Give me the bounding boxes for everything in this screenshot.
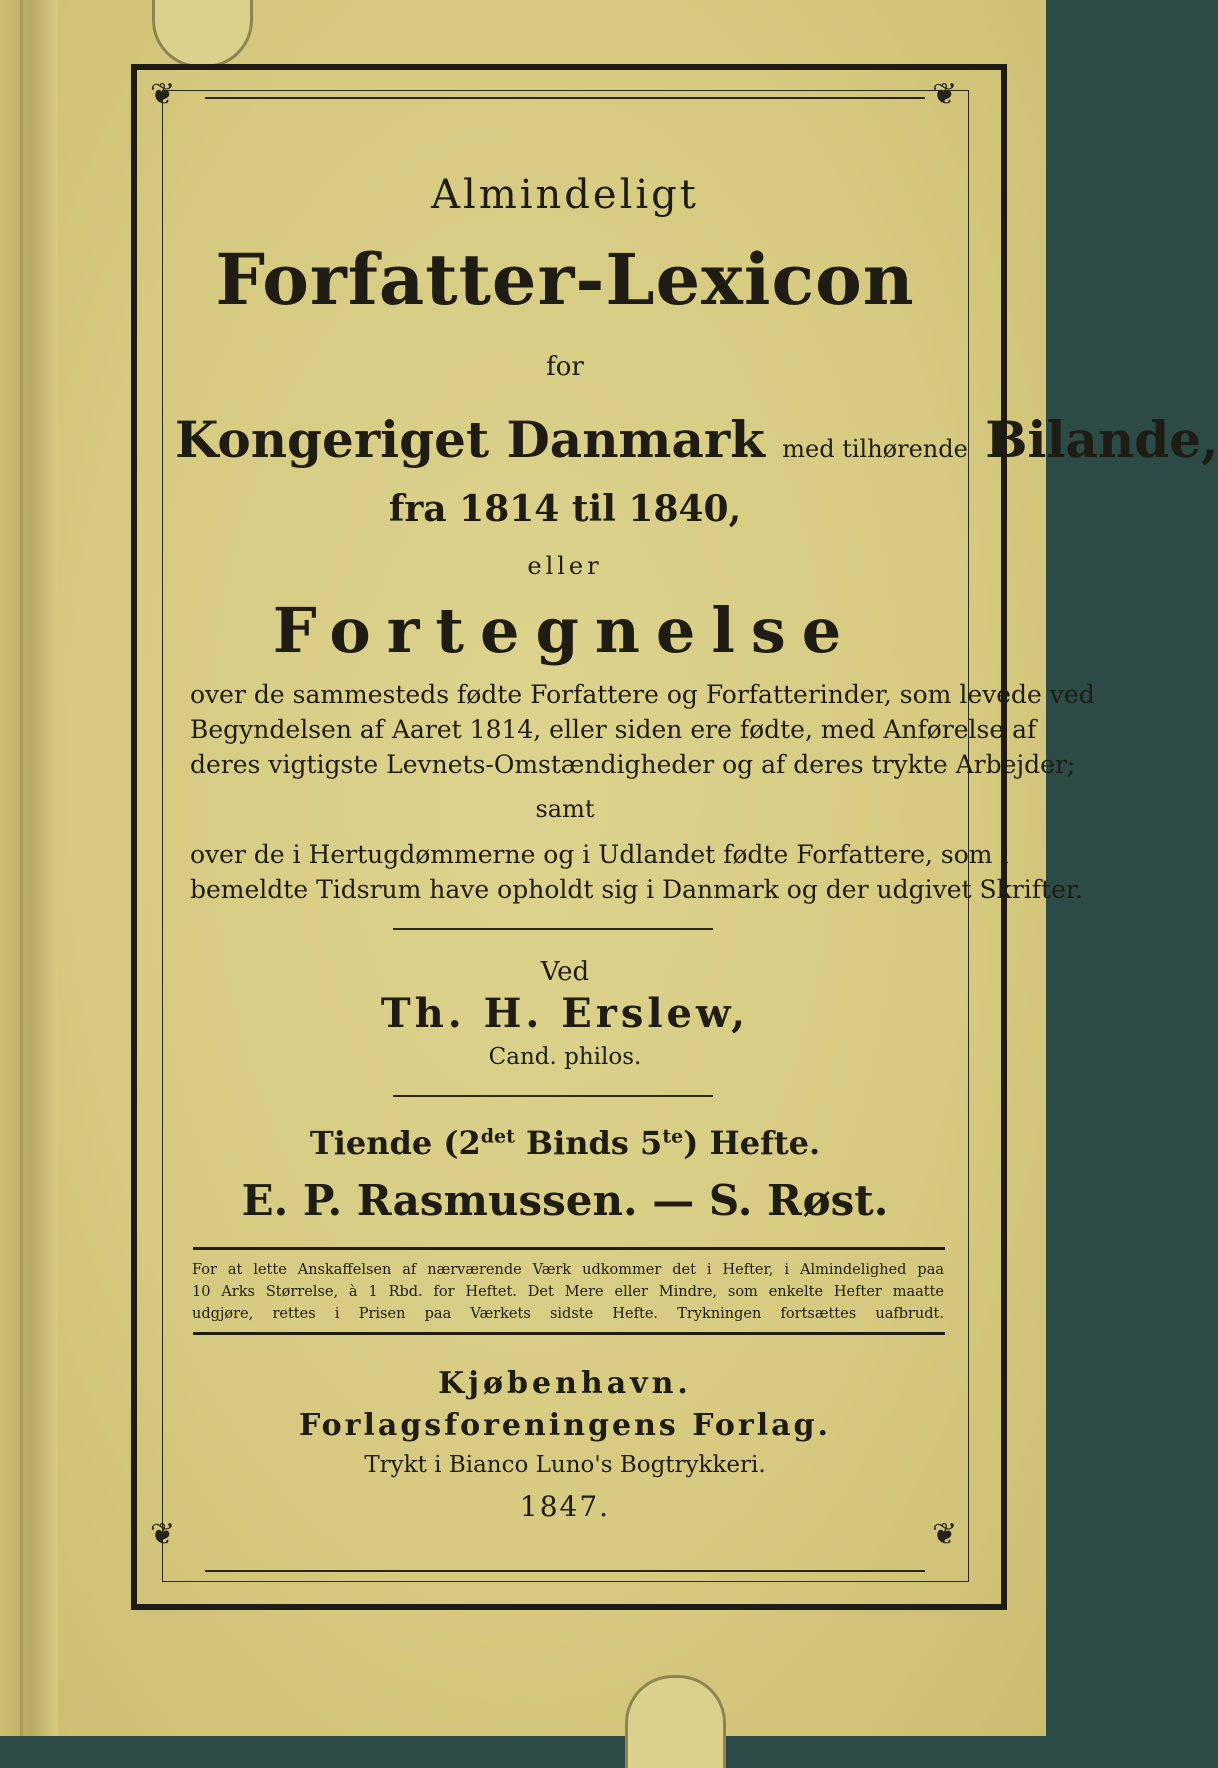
author-ved: Ved — [540, 957, 590, 987]
description-line: Begyndelsen af Aaret 1814, eller siden ere fødte, med Anførelse af — [190, 715, 1037, 744]
imprint-city: Kjøbenhavn. — [438, 1366, 692, 1401]
title-for: for — [546, 352, 584, 382]
notice-line: udgjøre, rettes i Prisen paa Værkets sidste Hefte. Trykningen fortsættes uafbrudt. — [192, 1306, 944, 1322]
top-rule — [205, 97, 925, 99]
divider — [393, 928, 713, 930]
issue-label — [175, 1124, 955, 1162]
issue-sup: te — [662, 1125, 684, 1148]
country-main: Kongeriget Danmark — [175, 410, 765, 469]
title-fortegnelse: Fortegnelse — [272, 594, 858, 667]
title-line-1: Almindeligt — [431, 172, 699, 218]
title-dates: fra 1814 til 1840, — [388, 488, 742, 530]
author-name: Th. H. Erslew, — [380, 990, 750, 1037]
imprint-year: 1847. — [519, 1490, 611, 1523]
page-tab-bottom — [625, 1675, 726, 1768]
description-samt: samt — [535, 795, 595, 823]
corner-ornament-icon: ❦ — [150, 1517, 176, 1552]
notice-line: 10 Arks Størrelse, à 1 Rbd. for Heftet. Det Mere eller Mindre, som enkelte Hefter maatte — [192, 1284, 944, 1300]
corner-ornament-icon: ❦ — [932, 77, 958, 112]
title-country — [175, 410, 1218, 469]
corner-ornament-icon: ❦ — [932, 1517, 958, 1552]
divider — [393, 1095, 713, 1097]
country-small: med tilhørende — [782, 435, 968, 463]
title-main: Forfatter-Lexicon — [215, 238, 915, 321]
notice-rule-top — [193, 1247, 945, 1250]
notice-rule-bottom — [193, 1332, 945, 1335]
description-line: bemeldte Tidsrum have opholdt sig i Danmark og der udgivet Skrifter. — [190, 875, 1083, 904]
imprint-publisher: Forlagsforeningens Forlag. — [299, 1408, 831, 1443]
issue-text: ) Hefte. — [683, 1124, 821, 1162]
corner-ornament-icon: ❦ — [150, 77, 176, 112]
spine-edge — [20, 0, 23, 1736]
issue-sup: det — [480, 1125, 515, 1148]
notice-line: For at lette Anskaffelsen af nærværende Værk udkommer det i Hefter, i Almindelighed paa — [192, 1262, 944, 1278]
author-degree: Cand. philos. — [488, 1044, 642, 1070]
description-line: over de sammesteds fødte Forfattere og Forfatterinder, som levede ved — [190, 680, 1095, 709]
issue-text: Tiende (2 — [309, 1124, 481, 1162]
issue-text: Binds 5 — [514, 1124, 663, 1162]
title-eller: eller — [527, 552, 603, 580]
description-line: deres vigtigste Levnets-Omstændigheder og af deres trykte Arbejder; — [190, 750, 1076, 779]
imprint-printer: Trykt i Bianco Luno's Bogtrykkeri. — [364, 1452, 766, 1478]
publishers: E. P. Rasmussen. — S. Røst. — [241, 1176, 889, 1225]
description-line: over de i Hertugdømmerne og i Udlandet fødte Forfattere, som i — [190, 840, 1009, 869]
bottom-rule — [205, 1570, 925, 1572]
country-main-2: Bilande, — [985, 410, 1218, 469]
book-spine — [0, 0, 58, 1736]
